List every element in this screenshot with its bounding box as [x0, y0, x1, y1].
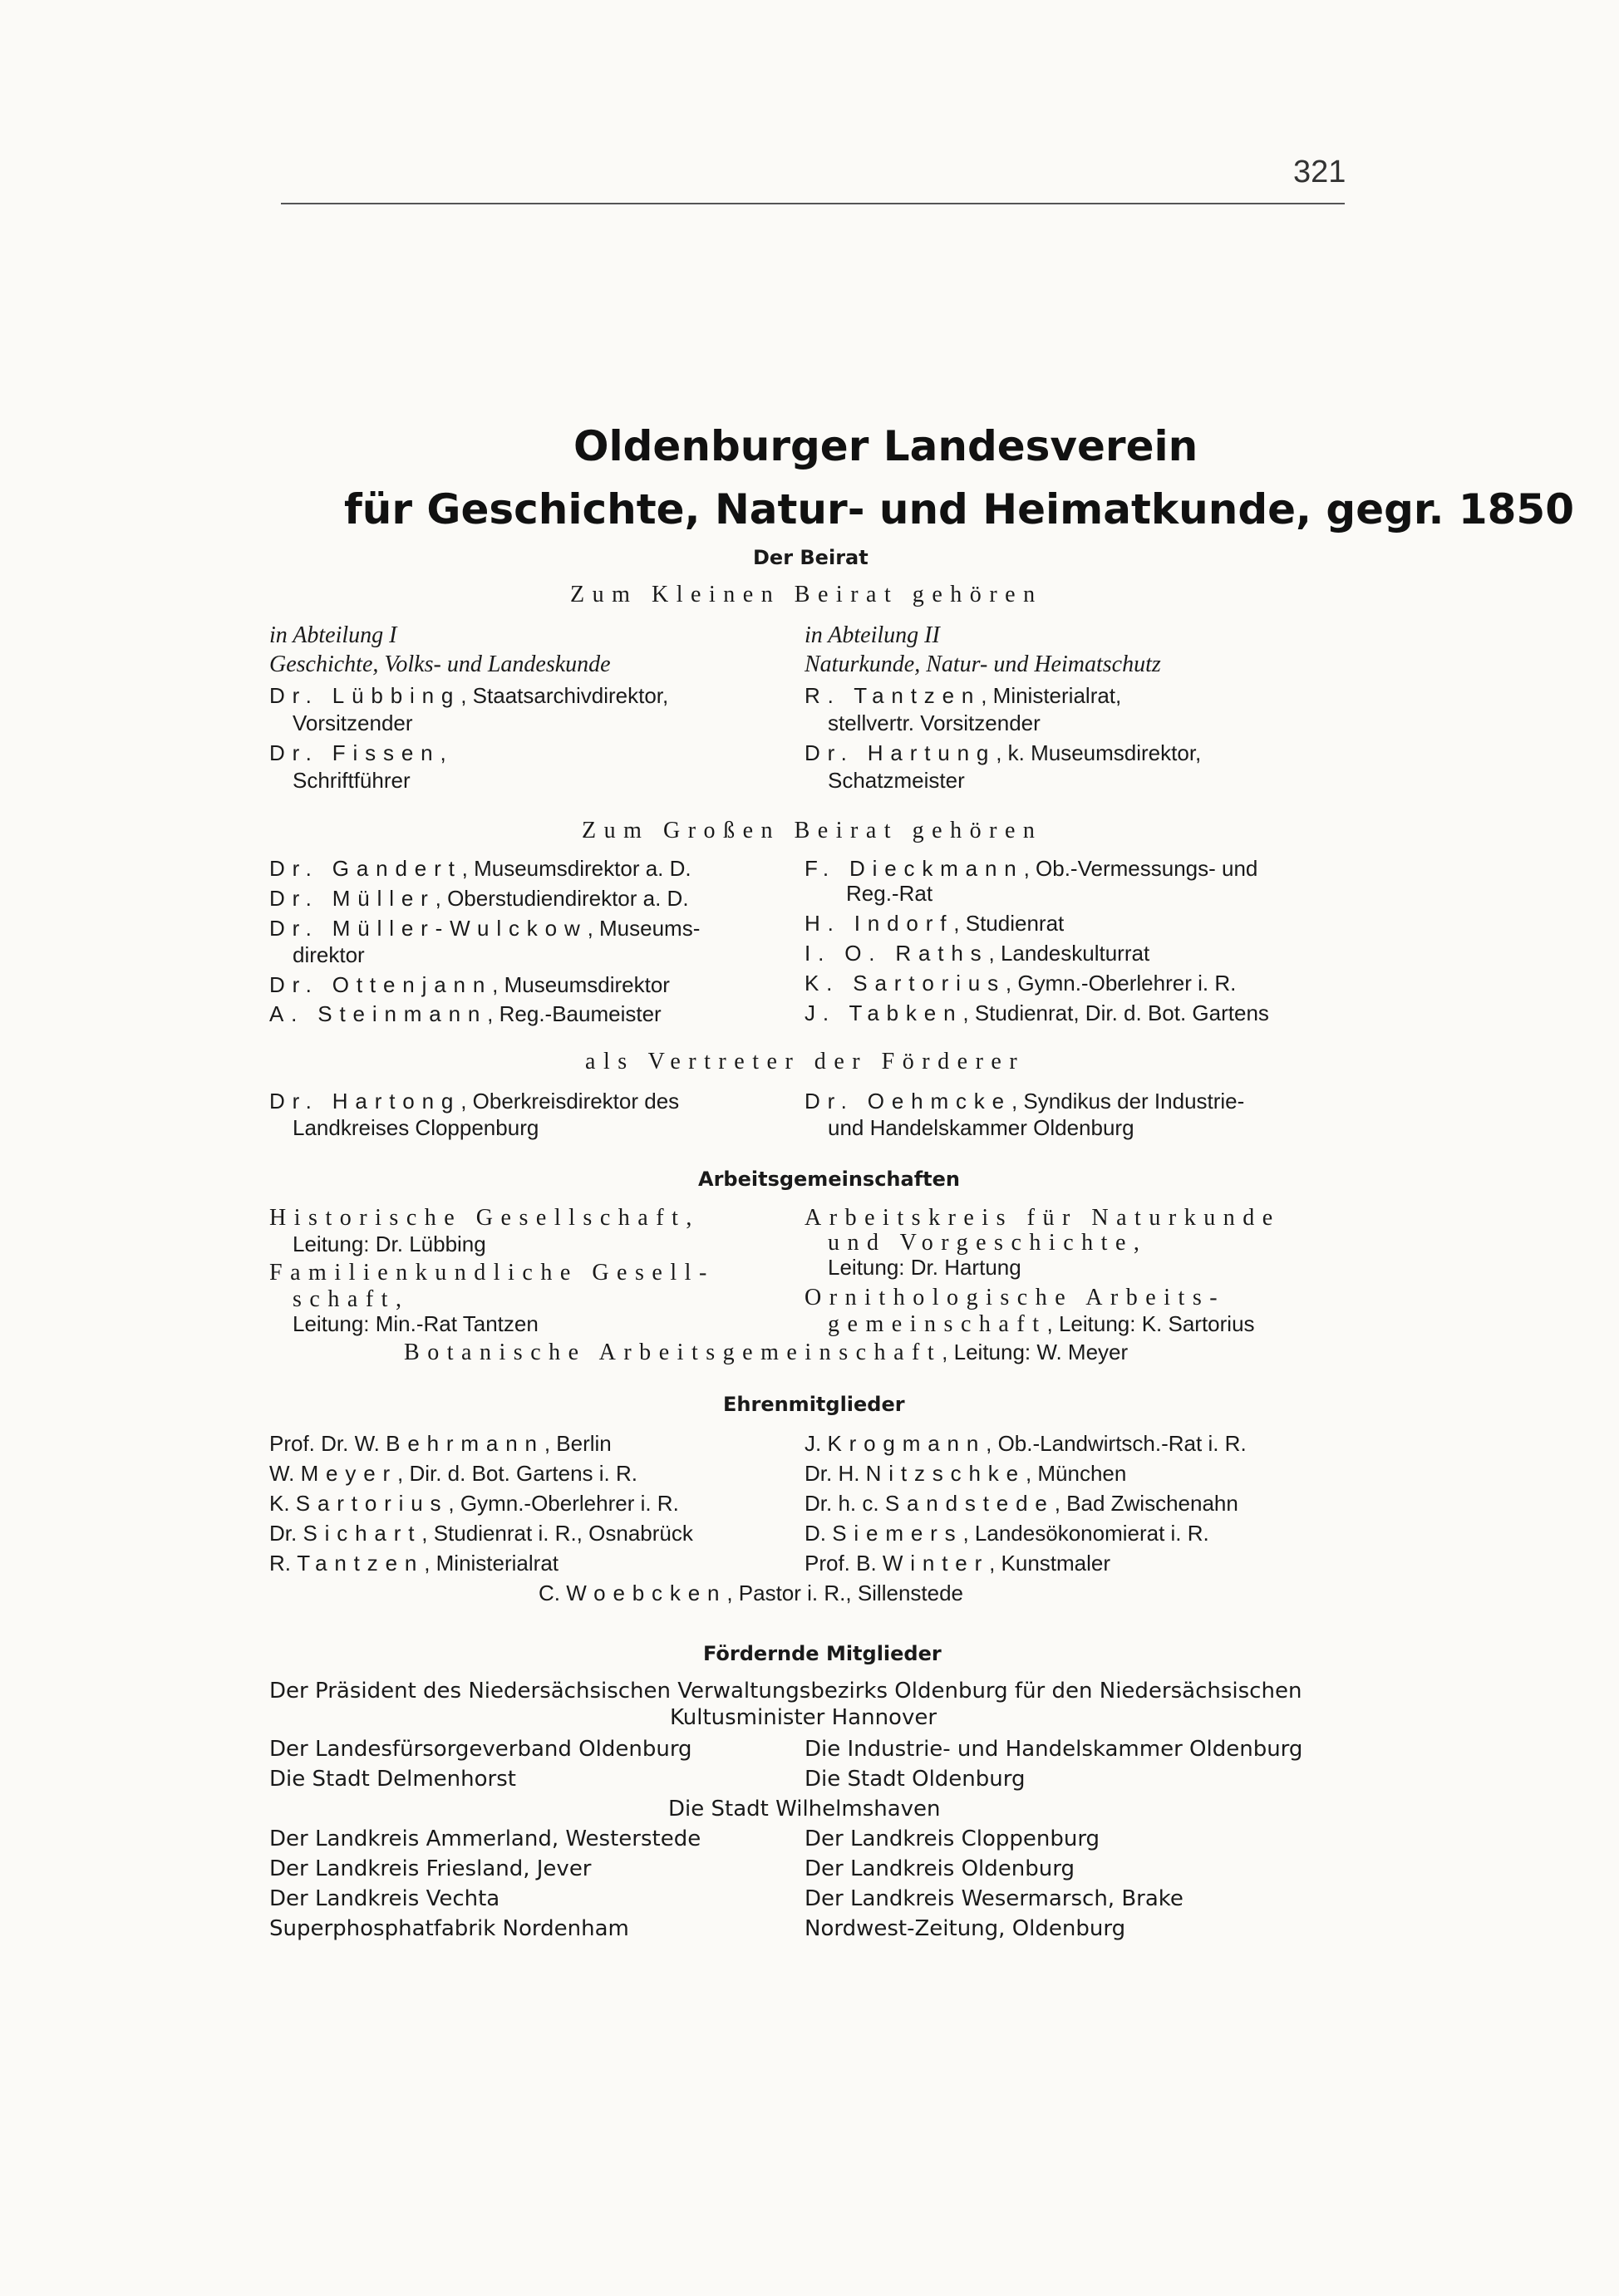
- abteilung-1-member-2: Dr. Fissen,: [269, 740, 446, 765]
- arbeitsgemeinschaften-heading: Arbeitsgemeinschaften: [698, 1168, 960, 1191]
- vertreter-heading: als Vertreter der Förderer: [585, 1049, 1026, 1074]
- foerdernde-right-2: Die Stadt Oldenburg: [805, 1767, 1026, 1792]
- abteilung-2-member-2: Dr. Hartung, k. Museumsdirektor,: [805, 740, 1202, 765]
- ehren-left-3: K. Sartorius, Gymn.-Oberlehrer i. R.: [269, 1491, 679, 1516]
- ag-arbeitskreis-leitung: Leitung: Dr. Hartung: [828, 1255, 1021, 1280]
- foerdernde-left-2: Die Stadt Delmenhorst: [269, 1767, 516, 1792]
- foerdernde-right2-3: Der Landkreis Wesermarsch, Brake: [805, 1886, 1183, 1911]
- foerdernde-right2-1: Der Landkreis Cloppenburg: [805, 1826, 1100, 1851]
- vertreter-left-line-2: Landkreises Cloppenburg: [293, 1115, 539, 1140]
- ehren-left-4: Dr. Sichart, Studienrat i. R., Osnabrück: [269, 1521, 693, 1546]
- ehren-right-2: Dr. H. Nitzschke, München: [805, 1461, 1127, 1486]
- page-number: 321: [1293, 155, 1346, 189]
- grosser-left-member-4: Dr. Ottenjann, Museumsdirektor: [269, 972, 670, 997]
- foerdernde-left2-2: Der Landkreis Friesland, Jever: [269, 1856, 592, 1881]
- vertreter-right: Dr. Oehmcke, Syndikus der Industrie-: [805, 1089, 1245, 1114]
- ehren-right-4: D. Siemers, Landesökonomierat i. R.: [805, 1521, 1209, 1546]
- abteilung-1-member-2-role: Schriftführer: [293, 768, 411, 793]
- grosser-right-member-4: K. Sartorius, Gymn.-Oberlehrer i. R.: [805, 971, 1237, 996]
- ag-arbeitskreis-naturkunde-line-2: und Vorgeschichte,: [828, 1230, 1148, 1256]
- ehren-left-2: W. Meyer, Dir. d. Bot. Gartens i. R.: [269, 1461, 637, 1486]
- grosser-right-member-5: J. Tabken, Studienrat, Dir. d. Bot. Gartens: [805, 1001, 1269, 1025]
- abteilung-2-member-1-role: stellvertr. Vorsitzender: [828, 710, 1041, 735]
- ag-ornithologische-line-2: gemeinschaft, Leitung: K. Sartorius: [828, 1311, 1255, 1337]
- grosser-right-member-2: H. Indorf, Studienrat: [805, 911, 1065, 936]
- vertreter-right-line-2: und Handelskammer Oldenburg: [828, 1115, 1134, 1140]
- grosser-right-member-3: I. O. Raths, Landeskulturrat: [805, 941, 1150, 966]
- ag-historische-gesellschaft: Historische Gesellschaft,: [269, 1205, 700, 1231]
- foerdernde-right2-4: Nordwest-Zeitung, Oldenburg: [805, 1916, 1126, 1941]
- abteilung-1-member-1: Dr. Lübbing, Staatsarchivdirektor,: [269, 683, 669, 708]
- abteilung-2-subject: Naturkunde, Natur- und Heimatschutz: [805, 651, 1161, 677]
- page-title-line-2: für Geschichte, Natur- und Heimatkunde, gegr. 1850: [344, 485, 1575, 533]
- ag-historische-leitung: Leitung: Dr. Lübbing: [293, 1232, 486, 1256]
- foerdernde-line-2: Kultusminister Hannover: [670, 1705, 937, 1730]
- foerdernde-right-1: Die Industrie- und Handelskammer Oldenburg: [805, 1737, 1303, 1762]
- ehrenmitglieder-heading: Ehrenmitglieder: [723, 1393, 905, 1416]
- ehren-left-1: Prof. Dr. W. Behrmann, Berlin: [269, 1431, 612, 1456]
- ag-arbeitskreis-naturkunde: Arbeitskreis für Naturkunde: [805, 1205, 1281, 1231]
- foerdernde-center: Die Stadt Wilhelmshaven: [668, 1797, 941, 1822]
- vertreter-left: Dr. Hartong, Oberkreisdirektor des: [269, 1089, 680, 1114]
- grosser-left-member-5: A. Steinmann, Reg.-Baumeister: [269, 1001, 662, 1026]
- abteilung-2-member-1: R. Tantzen, Ministerialrat,: [805, 683, 1122, 708]
- ehren-center: C. Woebcken, Pastor i. R., Sillenstede: [539, 1581, 964, 1605]
- ehren-left-5: R. Tantzen, Ministerialrat: [269, 1551, 559, 1576]
- foerdernde-left2-3: Der Landkreis Vechta: [269, 1886, 500, 1911]
- ag-familienkundliche-leitung: Leitung: Min.-Rat Tantzen: [293, 1311, 539, 1336]
- ag-familienkundliche-gesellschaft-line-2: schaft,: [293, 1286, 410, 1312]
- grosser-left-member-3: Dr. Müller-Wulckow, Museums-: [269, 916, 701, 941]
- grosser-left-member-1: Dr. Gandert, Museumsdirektor a. D.: [269, 856, 691, 881]
- foerdernde-line-1: Der Präsident des Niedersächsischen Verwaltungsbezirks Oldenburg für den Niedersächsischen: [269, 1679, 1302, 1704]
- ag-botanische: Botanische Arbeitsgemeinschaft, Leitung: W. Meyer: [404, 1340, 1129, 1365]
- foerdernde-left-1: Der Landesfürsorgeverband Oldenburg: [269, 1737, 692, 1762]
- foerdernde-left2-1: Der Landkreis Ammerland, Westerstede: [269, 1826, 701, 1851]
- abteilung-1-member-1-role: Vorsitzender: [293, 710, 413, 735]
- kleiner-beirat-heading: Zum Kleinen Beirat gehören: [570, 582, 1043, 607]
- ag-ornithologische: Ornithologische Arbeits-: [805, 1285, 1226, 1310]
- header-rule: [281, 203, 1345, 204]
- abteilung-1-label: in Abteilung I: [269, 622, 397, 648]
- grosser-left-member-2: Dr. Müller, Oberstudiendirektor a. D.: [269, 886, 689, 911]
- grosser-right-member-1: F. Dieckmann, Ob.-Vermessungs- und: [805, 856, 1258, 881]
- foerdernde-left2-4: Superphosphatfabrik Nordenham: [269, 1916, 629, 1941]
- grosser-left-member-3-role: direktor: [293, 942, 365, 967]
- grosser-beirat-heading: Zum Großen Beirat gehören: [582, 818, 1043, 843]
- ag-familienkundliche-gesellschaft: Familienkundliche Gesell-: [269, 1260, 715, 1286]
- abteilung-2-label: in Abteilung II: [805, 622, 940, 648]
- beirat-heading: Der Beirat: [753, 546, 869, 569]
- ehren-right-3: Dr. h. c. Sandstede, Bad Zwischenahn: [805, 1491, 1238, 1516]
- abteilung-1-subject: Geschichte, Volks- und Landeskunde: [269, 651, 611, 677]
- ehren-right-5: Prof. B. Winter, Kunstmaler: [805, 1551, 1111, 1576]
- foerdernde-heading: Fördernde Mitglieder: [703, 1642, 942, 1665]
- abteilung-2-member-2-role: Schatzmeister: [828, 768, 965, 793]
- page-title-line-1: Oldenburger Landesverein: [573, 422, 1198, 470]
- grosser-right-member-1-role: Reg.-Rat: [846, 881, 933, 906]
- foerdernde-right2-2: Der Landkreis Oldenburg: [805, 1856, 1075, 1881]
- ehren-right-1: J. Krogmann, Ob.-Landwirtsch.-Rat i. R.: [805, 1431, 1247, 1456]
